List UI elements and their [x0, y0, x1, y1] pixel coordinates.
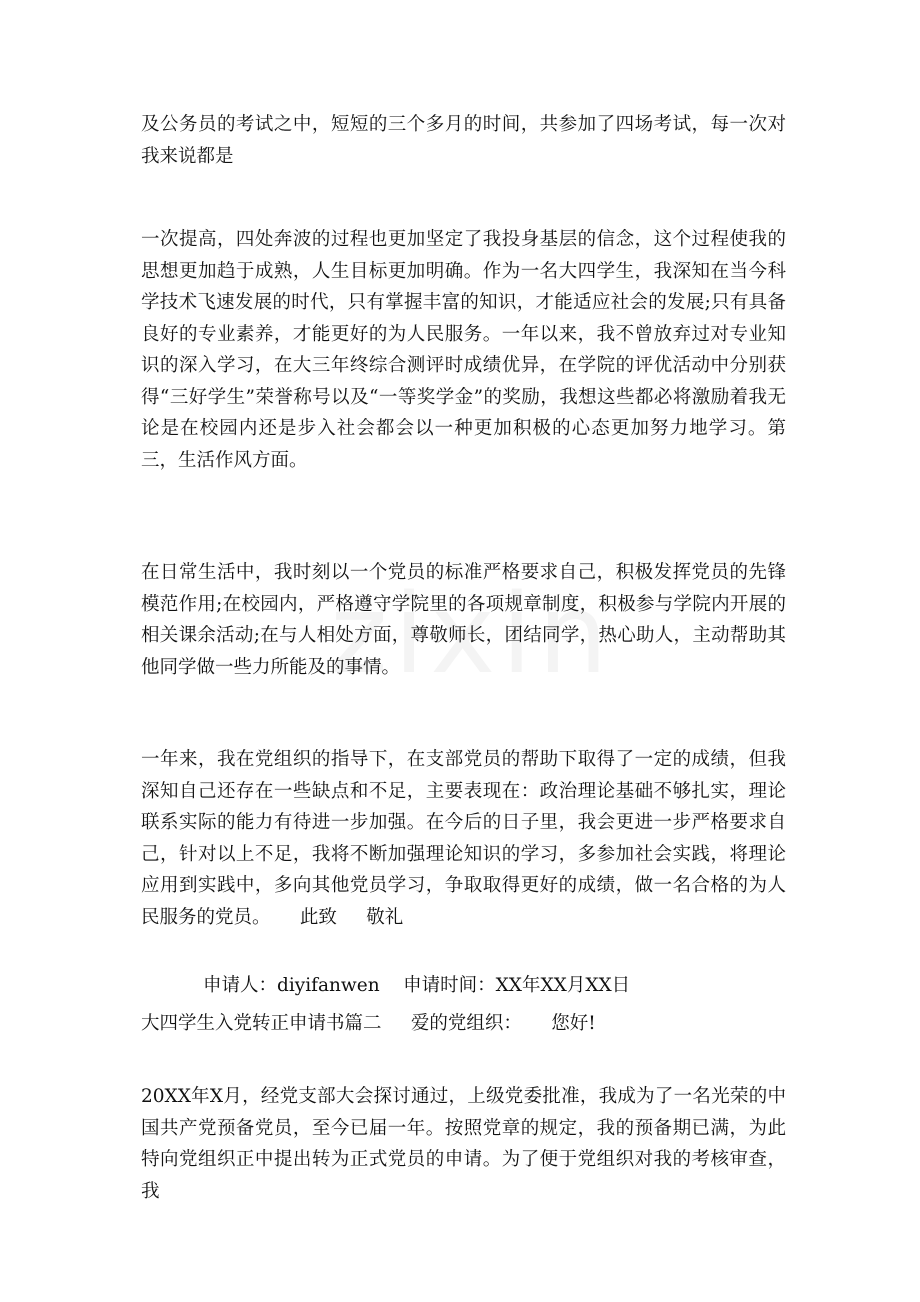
- applicant-line: 申请人：diyifanwen 申请时间：XX年XX月XX日: [203, 975, 631, 996]
- paragraph-5: 20XX年X月，经党支部大会探讨通过，上级党委批准，我成为了一名光荣的中国共产党预备党员，至今已届一年。按照党章的规定，我的预备期已满，为此特向党组织正中提出转为正式党员的申请。为了便于党组织对我的考核审查，我: [141, 1086, 786, 1202]
- paragraph-4: 一年来，我在党组织的指导下，在支部党员的帮助下取得了一定的成绩，但我深知自己还存在一些缺点和不足，主要表现在：政治理论基础不够扎实，理论联系实际的能力有待进一步加强。在今后的日子里，我会更进一步严格要求自己，针对以上不足，我将不断加强理论知识的学习，多参加社会实践，将理论应用到实践中，多向其他党员学习，争取取得更好的成绩，做一名合格的为人民服务的党员。 此致 敬礼: [141, 749, 786, 928]
- paragraph-1: 及公务员的考试之中，短短的三个多月的时间，共参加了四场考试，每一次对我来说都是: [141, 114, 786, 167]
- paragraph-3: 在日常生活中，我时刻以一个党员的标准严格要求自己，积极发挥党员的先锋模范作用;在校园内，严格遵守学院里的各项规章制度，积极参与学院内开展的相关课余活动;在与人相处方面，尊敬师长，团结同学，热心助人，主动帮助其他同学做一些力所能及的事情。: [141, 562, 786, 678]
- paragraph-2: 一次提高，四处奔波的过程也更加坚定了我投身基层的信念，这个过程使我的思想更加趋于成熟，人生目标更加明确。作为一名大四学生，我深知在当今科学技术飞速发展的时代，只有掌握丰富的知识，才能适应社会的发展;只有具备良好的专业素养，才能更好的为人民服务。一年以来，我不曾放弃过对专业知识的深入学习，在大三年终综合测评时成绩优异，在学院的评优活动中分别获得“三好学生”荣誉称号以及“一等奖学金”的奖励，我想这些都必将激励着我无论是在校园内还是步入社会都会以一种更加积极的心态更加努力地学习。第三，生活作风方面。: [141, 229, 786, 471]
- section-title-line: 大四学生入党转正申请书篇二 爱的党组织： 您好!: [141, 1013, 596, 1034]
